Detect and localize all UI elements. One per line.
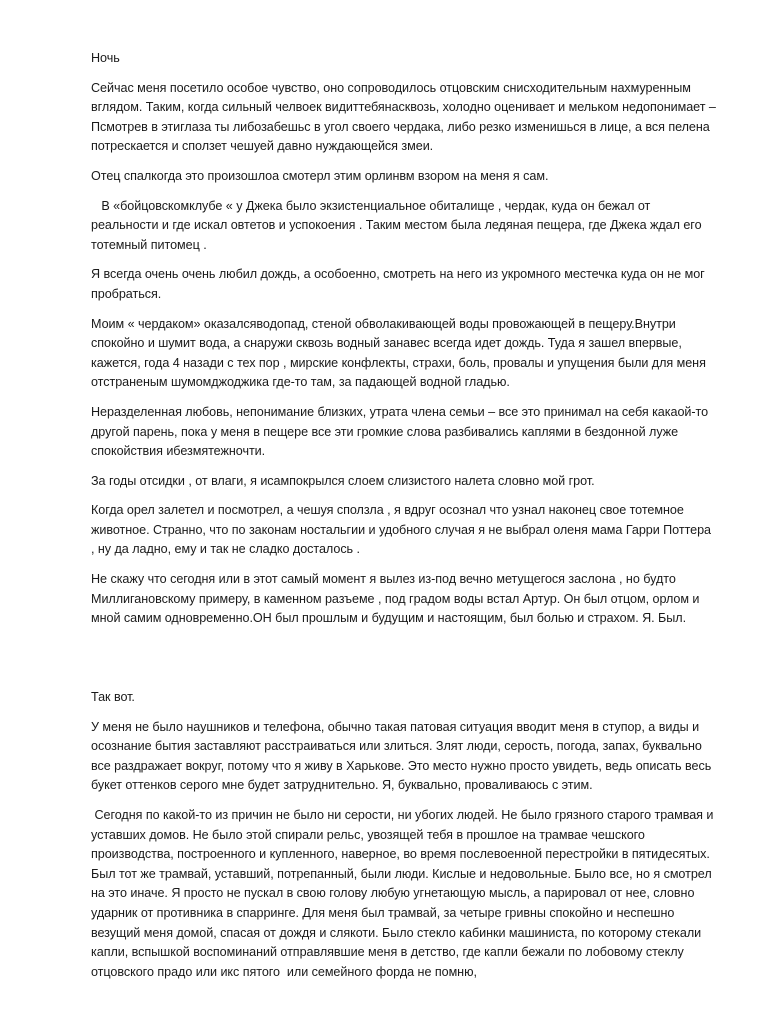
paragraph: Неразделенная любовь, непонимание близких, утрата члена семьи – все это принимал на себя какаой-то другой парень, пока у меня в пещере все эти громкие слова разбивались каплями в бездонной луже спокойствия ибезмятежночти. [91, 404, 709, 459]
section-heading: Так вот. [91, 690, 135, 704]
paragraph: Не скажу что сегодня или в этот самый момент я вылез из-под вечно метущегося заслона , но будто Миллигановскому примеру, в каменном разъеме , под градом воды встал Артур. Он был отцом, орлом и мной самим одновременно.ОН был прошлым и будущим и настоящим, был болью и страхом. Я. Был. [91, 572, 700, 626]
paragraph: Моим « чердаком» оказалсяводопад, стеной обволакивающей воды провожающей в пещеру.Внутри спокойно и шумит вода, а снаружи сквозь водный занавес всегда идет дождь. Туда я зашел впервые, кажется, года 4 назади с тех пор , мирские конфлекты, страхи, боль, провалы и упущения были для меня отстраненым шумомджоджика где-то там, за падающей водной гладью. [91, 316, 706, 390]
paragraph: Когда орел залетел и посмотрел, а чешуя сползла , я вдруг осознал что узнал наконец свое тотемное животное. Странно, что по законам ностальгии и удобного случая я не выбрал оленя мама Гарри Поттера , ну да ладно, ему и так не сладко досталось . [91, 503, 712, 557]
paragraph: Сейчас меня посетило особое чувство, оно сопроводилось отцовским снисходительным нахмуренным вглядом. Таким, когда сильный челвоек видиттебянасквозь, холодно оценивает и мельком недопонимает – Псмотрев в этиглаза ты либозабешьс в угол своего чердака, либо резко изменишься в лице, а вся пелена потрескается и сползет чешуей давно нуждающейся змеи. [91, 80, 716, 154]
paragraph: В «бойцовскомклубе « у Джека было экзистенциальное обиталище , чердак, куда он бежал от реальности и где искал овтетов и успокоения . Таким местом была ледяная пещера, где Джека ждал его тотемный питомец . [91, 198, 705, 252]
section-heading: Ночь [91, 51, 120, 65]
paragraph: Сегодня по какой-то из причин не было ни серости, ни убогих людей. Не было грязного старого трамвая и уставших домов. Не было этой спирали рельс, увозящей тебя в прошлое на трамвае чешского производства, построенного и купленного, наверное, во время послевоенной перестройки в пятидесятых. Был тот же трамвай, уставший, потрепанный, были люди. Кислые и недовольные. Было все, но я смотрел на это иначе. Я просто не пускал в свою голову любую угнетающую мысль, а парировал от нее, словно ударник от противника в спарринге. Для меня был трамвай, за четыре гривны спокойно и неспешно везущий меня домой, спасая от дождя и слякоти. Было стекло кабинки машиниста, по которому стекали капли, вспышкой воспоминаний отправлявшие меня в детство, где капли бежали по лобовому стеклу отцовского прадо или икс пятого или семейного форда не помню, [91, 807, 717, 979]
paragraph: Отец спалкогда это произошлоа смотерл этим орлинвм взором на меня я сам. [91, 168, 549, 183]
section-night [91, 49, 717, 639]
paragraph: Я всегда очень очень любил дождь, а особоенно, смотреть на него из укромного местечка куда он не мог пробраться. [91, 267, 705, 301]
paragraph: У меня не было наушников и телефона, обычно такая патовая ситуация вводит меня в ступор, а виды и осознание бытия заставляют расстраиваться или злиться. Злят люди, серость, погода, запах, буквально все раздражает вокруг, потому что я живу в Харькове. Это место нужно просто увидеть, ведь описать весь букет оттенков серого мне будет затруднительно. Я, буквально, проваливаюсь с этим. [91, 719, 712, 793]
section-so [91, 688, 717, 992]
paragraph: За годы отсидки , от влаги, я исампокрылся слоем слизистого налета словно мой грот. [91, 473, 595, 488]
